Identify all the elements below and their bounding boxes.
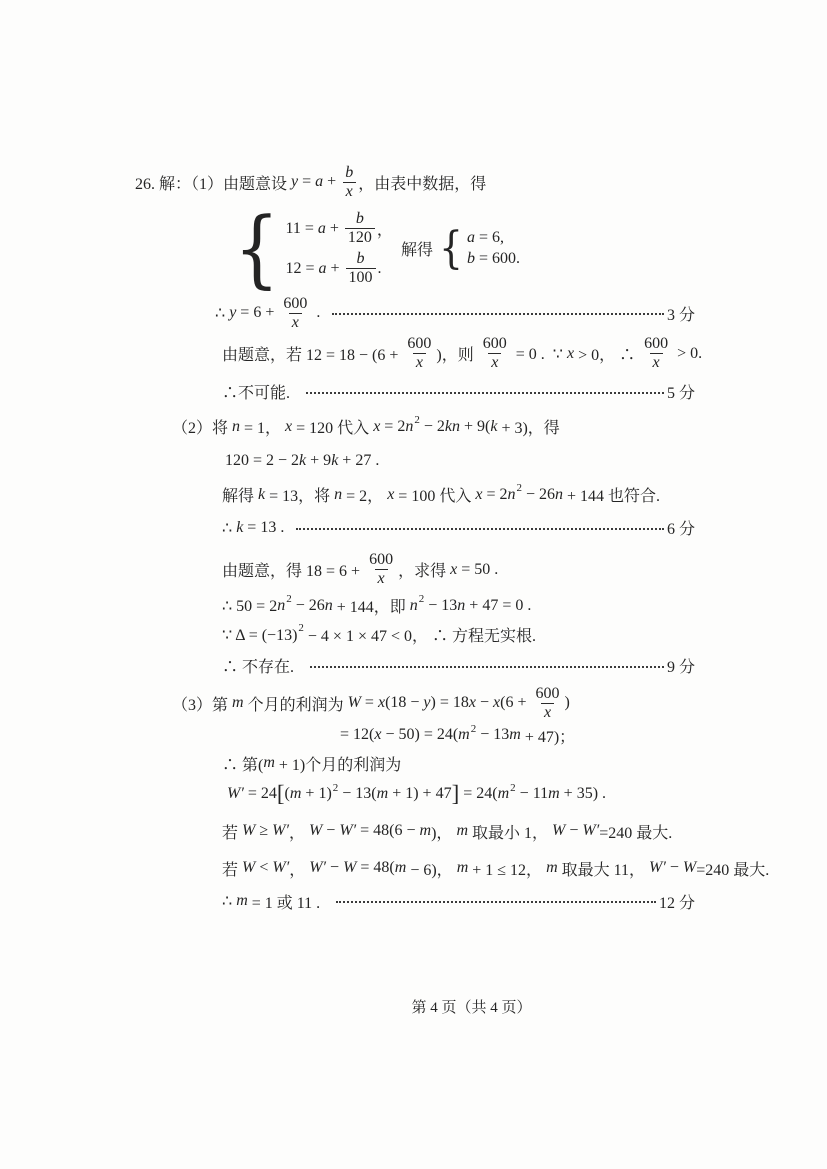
- numerator: [366, 551, 396, 569]
- problem-heading: [135, 164, 695, 201]
- math-variable: a: [318, 259, 327, 277]
- case-w-greater: [222, 820, 695, 843]
- math-variable: b: [355, 210, 364, 228]
- text-run: ，: [289, 861, 310, 879]
- text-run: 600: [482, 335, 507, 353]
- math-variable: W: [343, 859, 357, 877]
- denominator: [488, 353, 501, 372]
- text-run: = 1 或 11 .: [247, 894, 325, 912]
- text-run: 若: [222, 861, 243, 879]
- text-run: − 2: [419, 417, 445, 435]
- math-variable: a: [315, 173, 324, 191]
- text-run: ，由表中数据，得: [358, 175, 487, 193]
- math-variable: n: [334, 485, 343, 503]
- text-run: 600: [535, 685, 560, 703]
- math-variable: m: [394, 859, 407, 877]
- fraction: [641, 335, 671, 372]
- math-variable: kn: [444, 417, 460, 435]
- math-variable: x: [387, 485, 395, 503]
- score-label: 9 分: [666, 659, 695, 677]
- text-run: = 2: [482, 485, 508, 503]
- equation-cases: [437, 222, 520, 274]
- denominator: [413, 353, 426, 372]
- text-run: 11 =: [285, 219, 318, 237]
- conclusion-k: [222, 516, 695, 539]
- text-run: 解得: [392, 242, 437, 260]
- text-run: ∴ 50 = 2: [222, 597, 278, 615]
- text-run: = 50 .: [457, 560, 499, 578]
- text-run: =: [298, 173, 316, 191]
- math-variable: x: [377, 694, 386, 712]
- text-run: − 26: [291, 596, 325, 614]
- equation-120: [225, 450, 695, 471]
- text-run: 解得: [222, 488, 259, 506]
- text-run: （3）第: [172, 696, 233, 714]
- superscript: 2: [470, 722, 477, 735]
- fraction: [480, 335, 510, 372]
- text-run: .: [377, 259, 382, 277]
- text-run: =: [360, 694, 378, 712]
- text-run: ，求得: [398, 563, 451, 581]
- text-run: + 3)，得: [497, 420, 560, 438]
- text-run: 个月的利润为: [243, 696, 348, 714]
- math-variable: y: [423, 694, 431, 712]
- case-rows: [467, 229, 520, 268]
- text-run: +: [325, 219, 343, 237]
- text-run: ): [564, 694, 570, 712]
- dotted-leader: [332, 313, 664, 315]
- text-run: + 9(: [459, 417, 491, 435]
- fraction: [280, 295, 310, 332]
- text-run: .: [312, 304, 321, 322]
- math-variable: x: [374, 726, 382, 744]
- conclusion-y: [215, 295, 695, 332]
- math-variable: x: [291, 313, 299, 331]
- text-run: − 13: [476, 726, 510, 744]
- text-run: − 13(: [338, 785, 377, 803]
- math-variable: n: [232, 417, 241, 435]
- math-variable: x: [566, 344, 575, 362]
- text-run: 600: [283, 294, 308, 312]
- text-run: = 1，: [240, 420, 286, 438]
- text-run: −: [476, 694, 494, 712]
- math-variable: x: [373, 417, 381, 435]
- text-run: (6 +: [500, 694, 531, 712]
- part3-profit: [172, 685, 695, 722]
- denominator: [346, 268, 376, 287]
- text-run: −: [565, 822, 583, 840]
- text-run: = 2: [380, 417, 406, 435]
- text-run: + 27 .: [338, 451, 380, 469]
- text-run: 600: [369, 551, 394, 569]
- profit-simplified: [340, 724, 695, 747]
- solve-k: [222, 483, 695, 506]
- numerator: [641, 335, 671, 353]
- denominator: [289, 313, 302, 332]
- equation-cases: [230, 198, 393, 297]
- big-bracket: ]: [451, 780, 460, 806]
- quadratic-equation: [222, 594, 695, 617]
- numerator: [342, 164, 356, 182]
- math-variable: W: [242, 822, 256, 840]
- denominator: [345, 228, 375, 247]
- text-run: 12 =: [285, 259, 319, 277]
- case-row: [467, 250, 520, 268]
- fraction: [346, 250, 376, 287]
- text-run: = 24(: [459, 785, 498, 803]
- text-run: +: [326, 259, 344, 277]
- fraction: [366, 551, 396, 588]
- math-variable: m: [232, 694, 244, 712]
- superscript: 2: [298, 622, 304, 635]
- text-run: 120: [347, 229, 372, 247]
- text-run: > 0， ∴: [574, 347, 640, 365]
- math-variable: m: [289, 785, 302, 803]
- text-run: +: [323, 173, 341, 191]
- math-variable: x: [493, 694, 501, 712]
- text-run: ∴: [222, 893, 237, 911]
- text-run: 26. 解：（1）由题意设: [135, 175, 292, 193]
- text-run: = 24: [243, 785, 277, 803]
- text-run: 由题意，得 18 = 6 +: [222, 563, 365, 581]
- text-run: (18 −: [385, 694, 424, 712]
- math-variable: k: [490, 417, 498, 435]
- text-run: + 1): [301, 785, 332, 803]
- fraction: [345, 210, 375, 247]
- numerator: [533, 685, 563, 703]
- text-run: − 6)，: [406, 861, 457, 879]
- superscript: 2: [332, 781, 339, 794]
- dotted-leader: [296, 528, 664, 530]
- text-run: ∴不可能.: [222, 385, 295, 403]
- case-w-less: [222, 857, 770, 880]
- text-run: = 48(6 −: [356, 822, 420, 840]
- math-variable: y: [291, 173, 299, 191]
- math-variable: W′: [309, 859, 327, 877]
- math-variable: x: [475, 485, 483, 503]
- math-variable: k: [236, 518, 244, 536]
- math-variable: b: [345, 164, 354, 181]
- text-run: − 13: [424, 596, 458, 614]
- impossibility-conclusion: [222, 380, 695, 403]
- superscript: 2: [418, 593, 425, 606]
- score-label: 12 分: [658, 894, 695, 912]
- text-run: + 144，即: [332, 599, 410, 617]
- math-variable: b: [356, 250, 365, 268]
- text-run: ∴ 不存在.: [222, 659, 299, 677]
- text-run: ∴: [215, 305, 230, 323]
- math-variable: n: [507, 485, 516, 503]
- text-run: = 13 .: [243, 518, 285, 536]
- denominator: [541, 703, 554, 722]
- math-variable: W′: [227, 785, 244, 803]
- denominator: [343, 182, 356, 201]
- math-variable: W: [682, 859, 697, 877]
- part2-substitution: [172, 415, 695, 438]
- superscript: 2: [414, 414, 420, 427]
- solution-body: [135, 164, 770, 913]
- text-run: + 144 也符合.: [563, 488, 661, 506]
- denominator: [650, 353, 663, 372]
- math-variable: k: [331, 451, 339, 469]
- text-run: = 6,: [474, 229, 504, 247]
- page-number-footer: 第 4 页（共 4 页）: [411, 1000, 532, 1016]
- math-variable: W: [308, 822, 323, 840]
- text-run: )，: [431, 824, 457, 842]
- text-run: + 47)；: [520, 728, 576, 746]
- text-run: 取最小 1，: [468, 824, 553, 842]
- math-variable: x: [543, 703, 552, 721]
- numerator: [280, 295, 310, 313]
- math-variable: n: [277, 596, 286, 614]
- math-variable: x: [652, 354, 660, 372]
- text-run: ∴ 第(: [222, 756, 264, 774]
- text-run: −: [665, 859, 683, 877]
- nonexistence-conclusion: [222, 654, 695, 677]
- text-run: − 26: [521, 485, 555, 503]
- math-variable: m: [236, 892, 248, 910]
- text-run: > 0.: [673, 344, 703, 362]
- math-variable: x: [415, 354, 423, 372]
- text-run: ∴: [222, 519, 237, 537]
- text-run: 120 = 2 − 2: [225, 451, 300, 469]
- left-brace-icon: {: [439, 222, 463, 274]
- fraction: [342, 164, 356, 201]
- text-run: ∵ Δ = (−13): [222, 626, 298, 644]
- text-run: =240 最大.: [696, 861, 770, 879]
- math-variable: m: [548, 785, 560, 803]
- final-answer: [222, 890, 695, 913]
- math-variable: m: [458, 726, 470, 744]
- math-variable: W: [552, 822, 566, 840]
- math-variable: m: [456, 822, 468, 840]
- math-variable: m: [419, 822, 432, 840]
- math-variable: y: [229, 304, 237, 322]
- text-run: + 1 ≤ 12，: [468, 861, 547, 879]
- impossibility-check: [222, 335, 703, 372]
- math-variable: n: [457, 596, 466, 614]
- math-variable: m: [456, 859, 469, 877]
- text-run: 600: [644, 335, 669, 353]
- math-variable: W: [347, 694, 361, 712]
- text-run: = 2，: [342, 488, 388, 506]
- text-run: = 12(: [340, 726, 375, 744]
- math-variable: W′: [649, 859, 666, 877]
- math-variable: x: [345, 182, 353, 200]
- text-run: 取最大 11，: [557, 861, 650, 879]
- math-variable: b: [466, 250, 475, 268]
- text-run: + 1) + 47: [388, 785, 452, 803]
- text-run: 100: [348, 269, 373, 287]
- text-run: ，: [376, 222, 393, 240]
- text-run: = 0 . ∵: [511, 345, 567, 363]
- dotted-leader: [336, 901, 656, 903]
- math-variable: a: [317, 219, 326, 237]
- text-run: （2）将: [172, 420, 233, 438]
- dotted-leader: [306, 392, 664, 394]
- math-variable: x: [450, 560, 458, 578]
- text-run: = 120 代入: [292, 420, 374, 438]
- text-run: = 600.: [474, 250, 520, 268]
- math-variable: m: [263, 754, 275, 772]
- text-run: = 48(: [356, 859, 395, 877]
- math-variable: m: [509, 726, 521, 744]
- w-prime-equation: [227, 780, 695, 806]
- fraction: [533, 685, 563, 722]
- fraction: [404, 335, 434, 372]
- text-run: 若: [222, 824, 243, 842]
- text-run: − 50) = 24(: [381, 726, 459, 744]
- case-row: [467, 229, 520, 247]
- left-brace-icon: {: [234, 198, 280, 297]
- big-bracket: [: [276, 780, 285, 806]
- math-variable: n: [409, 596, 418, 614]
- solve-x50: [222, 551, 695, 588]
- denominator: [375, 569, 388, 588]
- math-variable: W: [242, 859, 256, 877]
- text-run: 由题意，若 12 = 18 − (6 +: [222, 347, 403, 365]
- text-run: = 100 代入: [394, 488, 476, 506]
- text-run: − 4 × 1 × 47 < 0， ∴ 方程无实根.: [303, 628, 537, 646]
- text-run: (: [284, 785, 290, 803]
- math-variable: m: [497, 785, 510, 803]
- text-run: + 35) .: [559, 785, 607, 803]
- math-variable: x: [491, 354, 499, 372]
- text-run: )，则: [436, 347, 478, 365]
- text-run: −: [326, 859, 344, 877]
- numerator: [404, 335, 434, 353]
- text-run: + 1)个月的利润为: [274, 756, 402, 774]
- math-variable: x: [377, 570, 385, 588]
- math-variable: n: [324, 596, 333, 614]
- dotted-leader: [310, 666, 664, 668]
- score-label: 5 分: [666, 385, 695, 403]
- text-run: −: [322, 822, 340, 840]
- math-variable: k: [258, 485, 266, 503]
- numerator: [480, 335, 510, 353]
- math-variable: W′: [582, 822, 600, 840]
- text-run: + 47 = 0 .: [465, 596, 532, 614]
- math-variable: k: [299, 451, 307, 469]
- discriminant: [222, 623, 695, 646]
- math-variable: x: [468, 694, 476, 712]
- text-run: 600: [407, 335, 432, 353]
- math-variable: W′: [272, 859, 290, 877]
- text-run: =240 最大.: [599, 824, 673, 842]
- numerator: [353, 210, 367, 228]
- math-variable: n: [555, 485, 563, 503]
- text-run: + 9: [306, 451, 332, 469]
- case-row: [285, 210, 392, 247]
- math-variable: W′: [339, 822, 357, 840]
- math-variable: x: [285, 417, 293, 435]
- score-label: 3 分: [666, 306, 695, 324]
- text-run: = 13，将: [265, 488, 335, 506]
- text-run: ，: [288, 824, 309, 842]
- math-variable: m: [546, 859, 558, 877]
- math-variable: n: [405, 417, 414, 435]
- next-month-profit-label: [222, 752, 695, 775]
- text-run: − 11: [515, 785, 549, 803]
- text-run: <: [255, 859, 273, 877]
- case-row: [285, 250, 392, 287]
- numerator: [354, 250, 368, 268]
- math-variable: W′: [272, 822, 289, 840]
- math-variable: m: [376, 785, 389, 803]
- text-run: = 6 +: [236, 304, 279, 322]
- equation-system: [230, 198, 695, 297]
- superscript: 2: [516, 482, 522, 495]
- text-run: ) = 18: [430, 694, 469, 712]
- math-variable: a: [466, 229, 475, 247]
- superscript: 2: [286, 593, 292, 606]
- score-label: 6 分: [666, 521, 695, 539]
- text-run: ≥: [255, 822, 273, 840]
- superscript: 2: [510, 781, 516, 794]
- case-rows: [285, 210, 392, 287]
